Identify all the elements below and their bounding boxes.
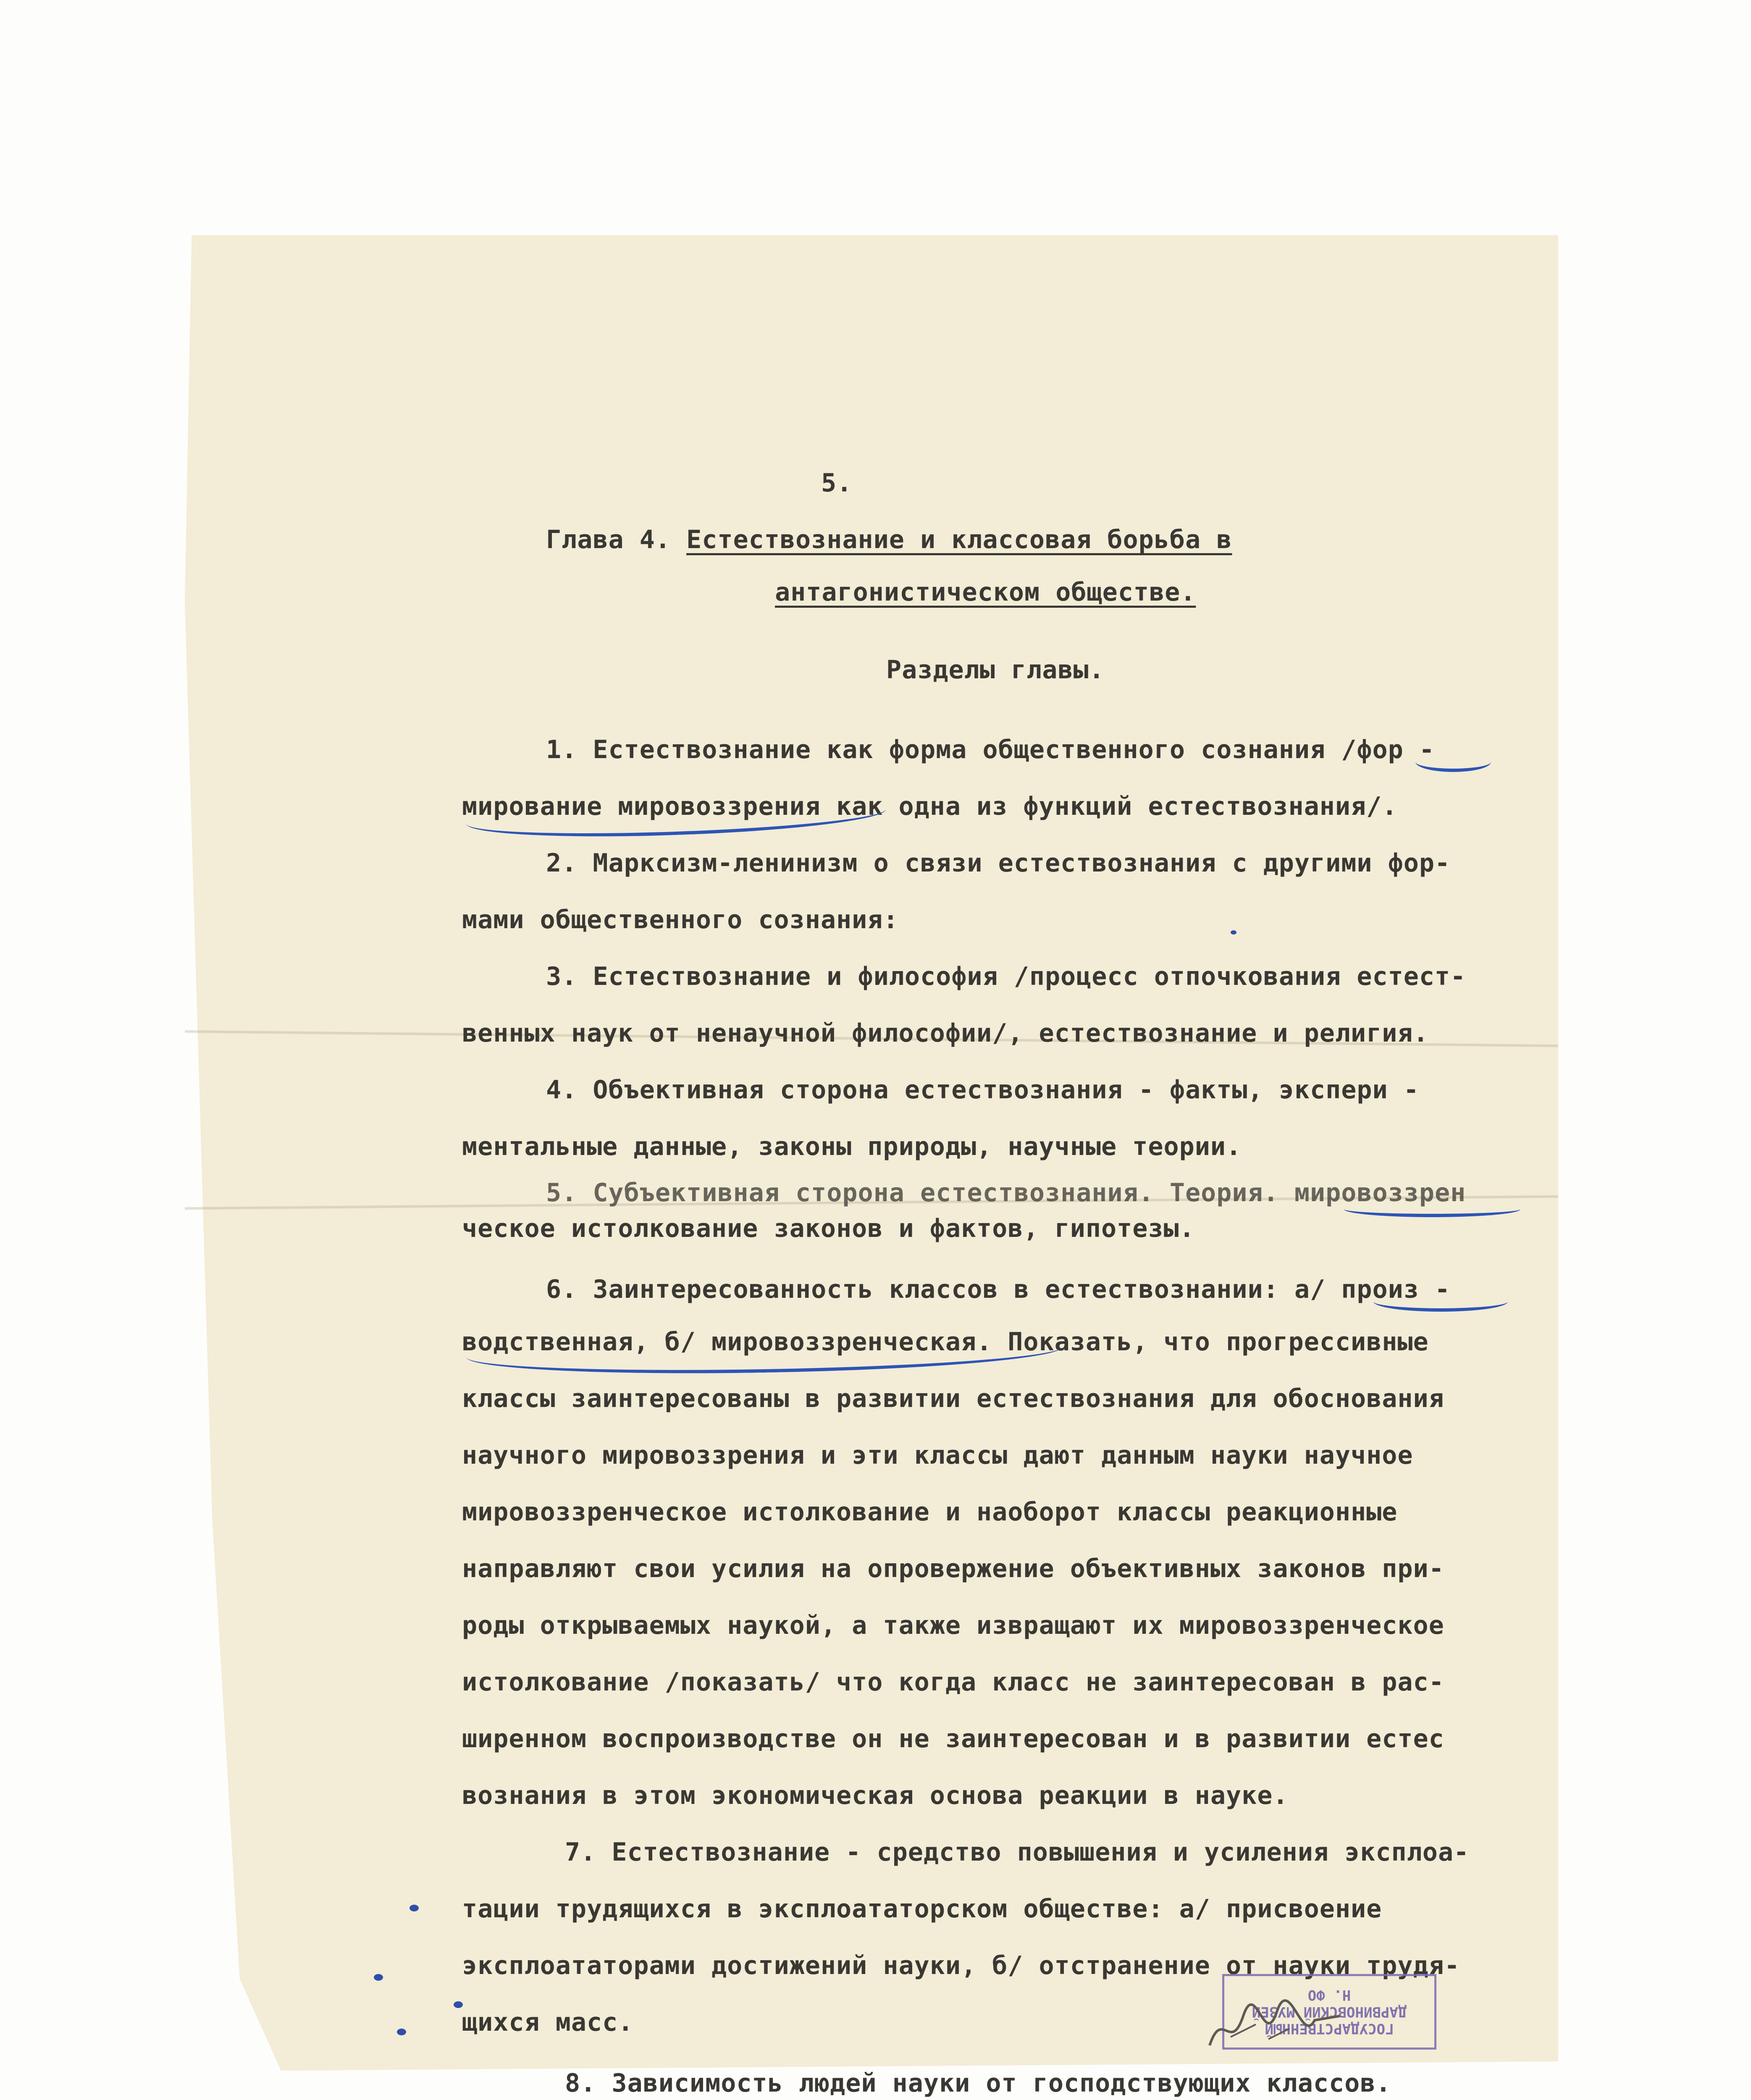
stamp-line-2: ДАРВИНОВСКИЙ МУЗЕЙ — [1252, 2003, 1407, 2020]
text-line: 5. Субъективная сторона естествознания. Теория. мировоззрен — [546, 1178, 1466, 1208]
chapter-title-line-2: антагонистическом обществе. — [775, 578, 1196, 607]
stamp-line-3: Н. ФО — [1307, 1987, 1351, 2003]
pencil-underline — [1344, 1201, 1520, 1217]
text-line: научного мировоззрения и эти классы дают данным науки научное — [462, 1441, 1413, 1470]
text-line: ментальные данные, законы природы, научные теории. — [462, 1132, 1242, 1161]
text-line: 4. Объективная сторона естествознания - факты, экспери - — [546, 1075, 1419, 1105]
stamp-line-1: ГОСУДАРСТВЕННЫЙ — [1265, 2020, 1394, 2037]
text-line: щихся масс. — [462, 2008, 634, 2037]
sections-heading: Разделы главы. — [886, 655, 1105, 685]
ink-dot — [454, 2001, 463, 2008]
ink-dot — [397, 2029, 406, 2035]
text-line: тации трудящихся в эксплоататорском обществе: а/ присвоение — [462, 1894, 1382, 1924]
text-line: истолкование /показать/ что когда класс не заинтересован в рас- — [462, 1667, 1444, 1697]
text-line: ширенном воспроизводстве он не заинтересован и в развитии естес — [462, 1724, 1444, 1754]
text-line: 7. Естествознание - средство повышения и усиления эксплоа- — [565, 1838, 1470, 1867]
text-line: мировоззренческое истолкование и наоборот классы реакционные — [462, 1497, 1398, 1527]
chapter-title-line-1: Естествознание и классовая борьба в — [686, 525, 1232, 554]
text-line: роды открываемых наукой, а также извращают их мировоззренческое — [462, 1611, 1444, 1640]
ink-dot — [410, 1905, 419, 1911]
text-line: направляют свои усилия на опровержение объективных законов при- — [462, 1554, 1444, 1583]
text-line: 2. Марксизм-ленинизм о связи естествознания с другими фор- — [546, 848, 1451, 878]
ink-dot — [374, 1974, 383, 1981]
text-line: 1. Естествознание как форма общественного сознания /фор - — [546, 735, 1435, 764]
text-line: эксплоататорами достижений науки, б/ отстранение от науки трудя- — [462, 1951, 1460, 1980]
chapter-label: Глава 4. — [546, 525, 671, 554]
text-line: мирование мировоззрения как одна из функций естествознания/. — [462, 792, 1398, 821]
text-line: 8. Зависимость людей науки от господствующих классов. — [565, 2068, 1391, 2098]
text-line: 6. Заинтересованность классов в естествознании: а/ произ - — [546, 1275, 1451, 1304]
ink-dot — [1231, 930, 1236, 934]
pencil-underline — [1415, 752, 1491, 772]
text-line: классы заинтересованы в развитии естествознания для обоснования — [462, 1384, 1444, 1413]
pencil-underline — [1373, 1292, 1508, 1312]
page-number: 5. — [821, 468, 853, 498]
text-line: водственная, б/ мировоззренческая. Показать, что прогрессивные — [462, 1327, 1429, 1357]
text-line: вознания в этом экономическая основа реакции в науке. — [462, 1781, 1289, 1810]
handwritten-signature — [1205, 1999, 1344, 2058]
text-line: ческое истолкование законов и фактов, гипотезы. — [462, 1214, 1195, 1243]
chapter-heading — [546, 527, 1232, 552]
text-line: мами общественного сознания: — [462, 905, 899, 934]
text-line: 3. Естествознание и философия /процесс отпочкования естест- — [546, 962, 1466, 991]
text-line: венных наук от ненаучной философии/, естествознание и религия. — [462, 1018, 1429, 1048]
